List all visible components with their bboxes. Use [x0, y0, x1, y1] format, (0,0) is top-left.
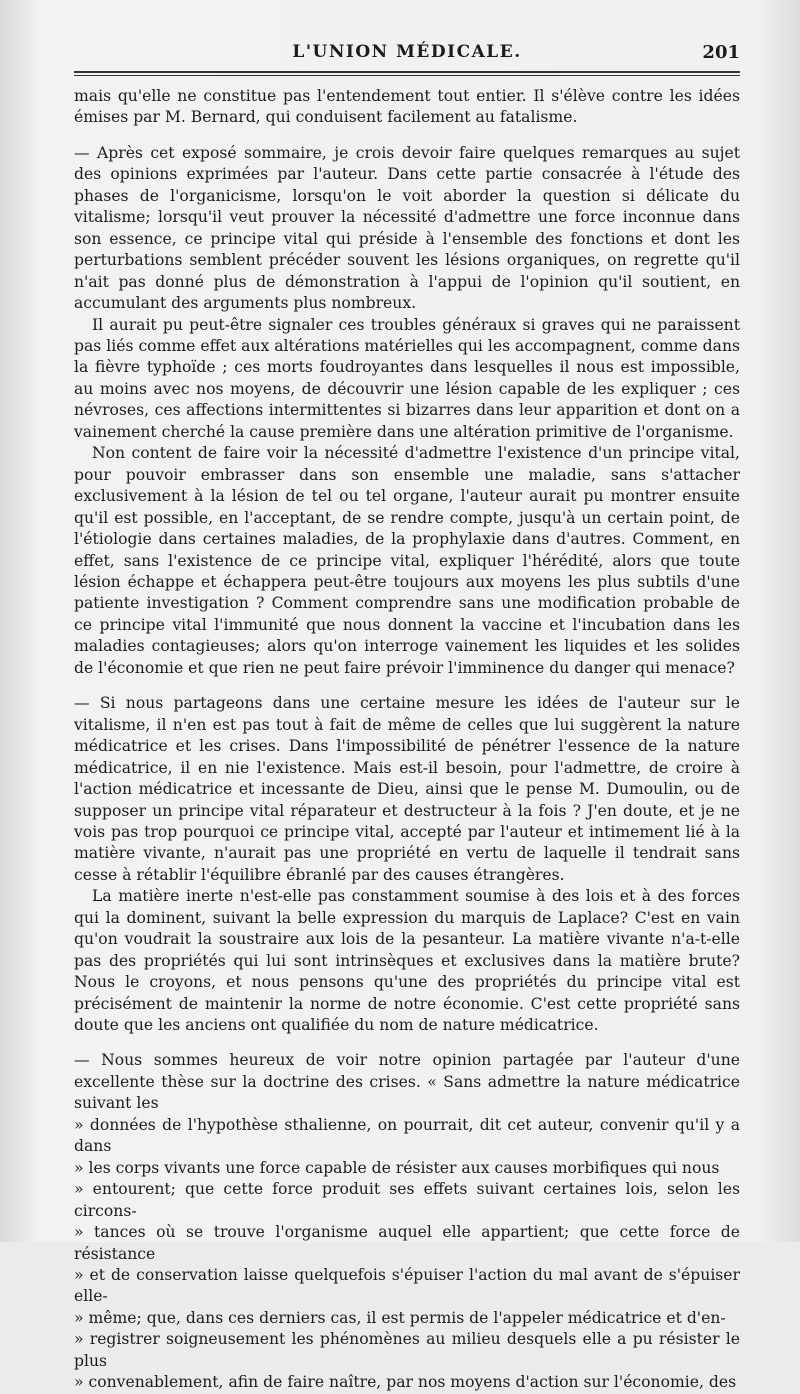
quote-line: » tances où se trouve l'organisme auquel elle appartient; que cette force de résistance	[74, 1223, 740, 1263]
quote-line: » convenablement, afin de faire naître, par nos moyens d'action sur l'économie, des	[74, 1373, 737, 1392]
paragraph: — Après cet exposé sommaire, je crois devoir faire quelques remarques au sujet des opinions exprimées par l'auteur. Dans cette partie consacrée à l'étude des phases de l'organicisme, lorsqu'on le voit aborder la question si délicate du vitalisme; lorsqu'il veut prouver la nécessité d'admettre une force inconnue dans son essence, ce principe vital qui préside à l'ensemble des fonctions et dont les perturbations semblent précéder souvent les lésions organiques, on regrette qu'il n'ait pas donné plus de démonstration à l'appui de l'opinion qu'il soutient, en accumulant des arguments plus nombreux.	[74, 143, 740, 313]
paragraph: Non content de faire voir la nécessité d'admettre l'existence d'un principe vital, pour pouvoir embrasser dans son ensemble une maladie, sans s'attacher exclusivement à la lésion de tel ou tel organe, l'auteur aurait pu montrer ensuite qu'il est possible, en l'acceptant, de se rendre compte, jusqu'à un certain point, de l'étiologie dans certaines maladies, de la prophylaxie dans d'autres. Comment, en effet, sans l'existence de ce principe vital, expliquer l'hérédité, alors que toute lésion échappe et échappera peut-être toujours aux moyens les plus subtils d'une patiente investigation ? Comment comprendre sans une modification probable de ce principe vital l'immunité que nous donnent la vaccine et l'incubation dans les maladies contagieuses; alors qu'on interroge vainement les liquides et les solides de l'économie et que rien ne peut faire prévoir l'imminence du danger qui menace?	[74, 444, 740, 677]
quote-line: » entourent; que cette force produit ses effets suivant certaines lois, selon les circons-	[74, 1180, 740, 1220]
quote-line: » données de l'hypothèse sthalienne, on pourrait, dit cet auteur, convenir qu'il y a dans	[74, 1115, 740, 1156]
quote-line: » même; que, dans ces derniers cas, il est permis de l'appeler médicatrice et d'en-	[74, 1308, 726, 1327]
page-number: 201	[702, 42, 740, 63]
header-rule	[74, 71, 740, 73]
page-header	[74, 42, 740, 66]
quote-line: » les corps vivants une force capable de résister aux causes morbifiques qui nous	[74, 1158, 720, 1177]
paragraph: La matière inerte n'est-elle pas constamment soumise à des lois et à des forces qui la dominent, suivant la belle expression du marquis de Laplace? C'est en vain qu'on voudrait la soustraire aux lois de la pesanteur. La matière vivante n'a-t-elle pas des propriétés qui lui sont intrinsèques et exclusives dans la matière brute? Nous le croyons, et nous pensons qu'une des propriétés du principe vital est précisément de maintenir la norme de notre économie. C'est cette propriété sans doute que les anciens ont qualifiée du nom de nature médicatrice.	[74, 887, 740, 1035]
quote-line: » et de conservation laisse quelquefois s'épuiser l'action du mal avant de s'épuiser elle-	[74, 1266, 740, 1306]
quotation	[74, 1115, 740, 1394]
article-body	[74, 86, 740, 1394]
running-title: L'UNION MÉDICALE.	[292, 42, 522, 62]
paragraph: — Si nous partageons dans une certaine mesure les idées de l'auteur sur le vitalisme, il n'en est pas tout à fait de même de celles que lui suggèrent la nature médicatrice et les crises. Dans l'impossibilité de pénétrer l'essence de la nature médicatrice, il en nie l'existence. Mais est-il besoin, pour l'admettre, de croire à l'action médicatrice et incessante de Dieu, ainsi que le pense M. Dumoulin, ou de supposer un principe vital réparateur et destructeur à la fois ? J'en doute, et je ne vois pas trop pourquoi ce principe vital, accepté par l'auteur et intimement lié à la matière vivante, n'aurait pas une propriété en vertu de laquelle il tendrait sans cesse à rétablir l'équilibre ébranlé par des causes étrangères.	[74, 694, 740, 884]
header-rule-thin	[74, 75, 740, 76]
quote-line: » registrer soigneusement les phénomènes au milieu desquels elle a pu résister le plus	[74, 1330, 740, 1370]
paragraph: Il aurait pu peut-être signaler ces troubles généraux si graves qui ne paraissent pas liés comme effet aux altérations matérielles qui les accompagnent, comme dans la fièvre typhoïde ; ces morts foudroyantes dans lesquelles il nous est impossible, au moins avec nos moyens, de découvrir une lésion capable de les expliquer ; ces névroses, ces affections intermittentes si bizarres dans leur apparition et dont on a vainement cherché la cause première dans une altération primitive de l'organisme.	[74, 315, 740, 441]
paragraph: mais qu'elle ne constitue pas l'entendement tout entier. Il s'élève contre les idées émises par M. Bernard, qui conduisent facilement au fatalisme.	[74, 87, 740, 127]
paragraph: — Nous sommes heureux de voir notre opinion partagée par l'auteur d'une excellente thèse sur la doctrine des crises. « Sans admettre la nature médicatrice suivant les	[74, 1051, 740, 1113]
